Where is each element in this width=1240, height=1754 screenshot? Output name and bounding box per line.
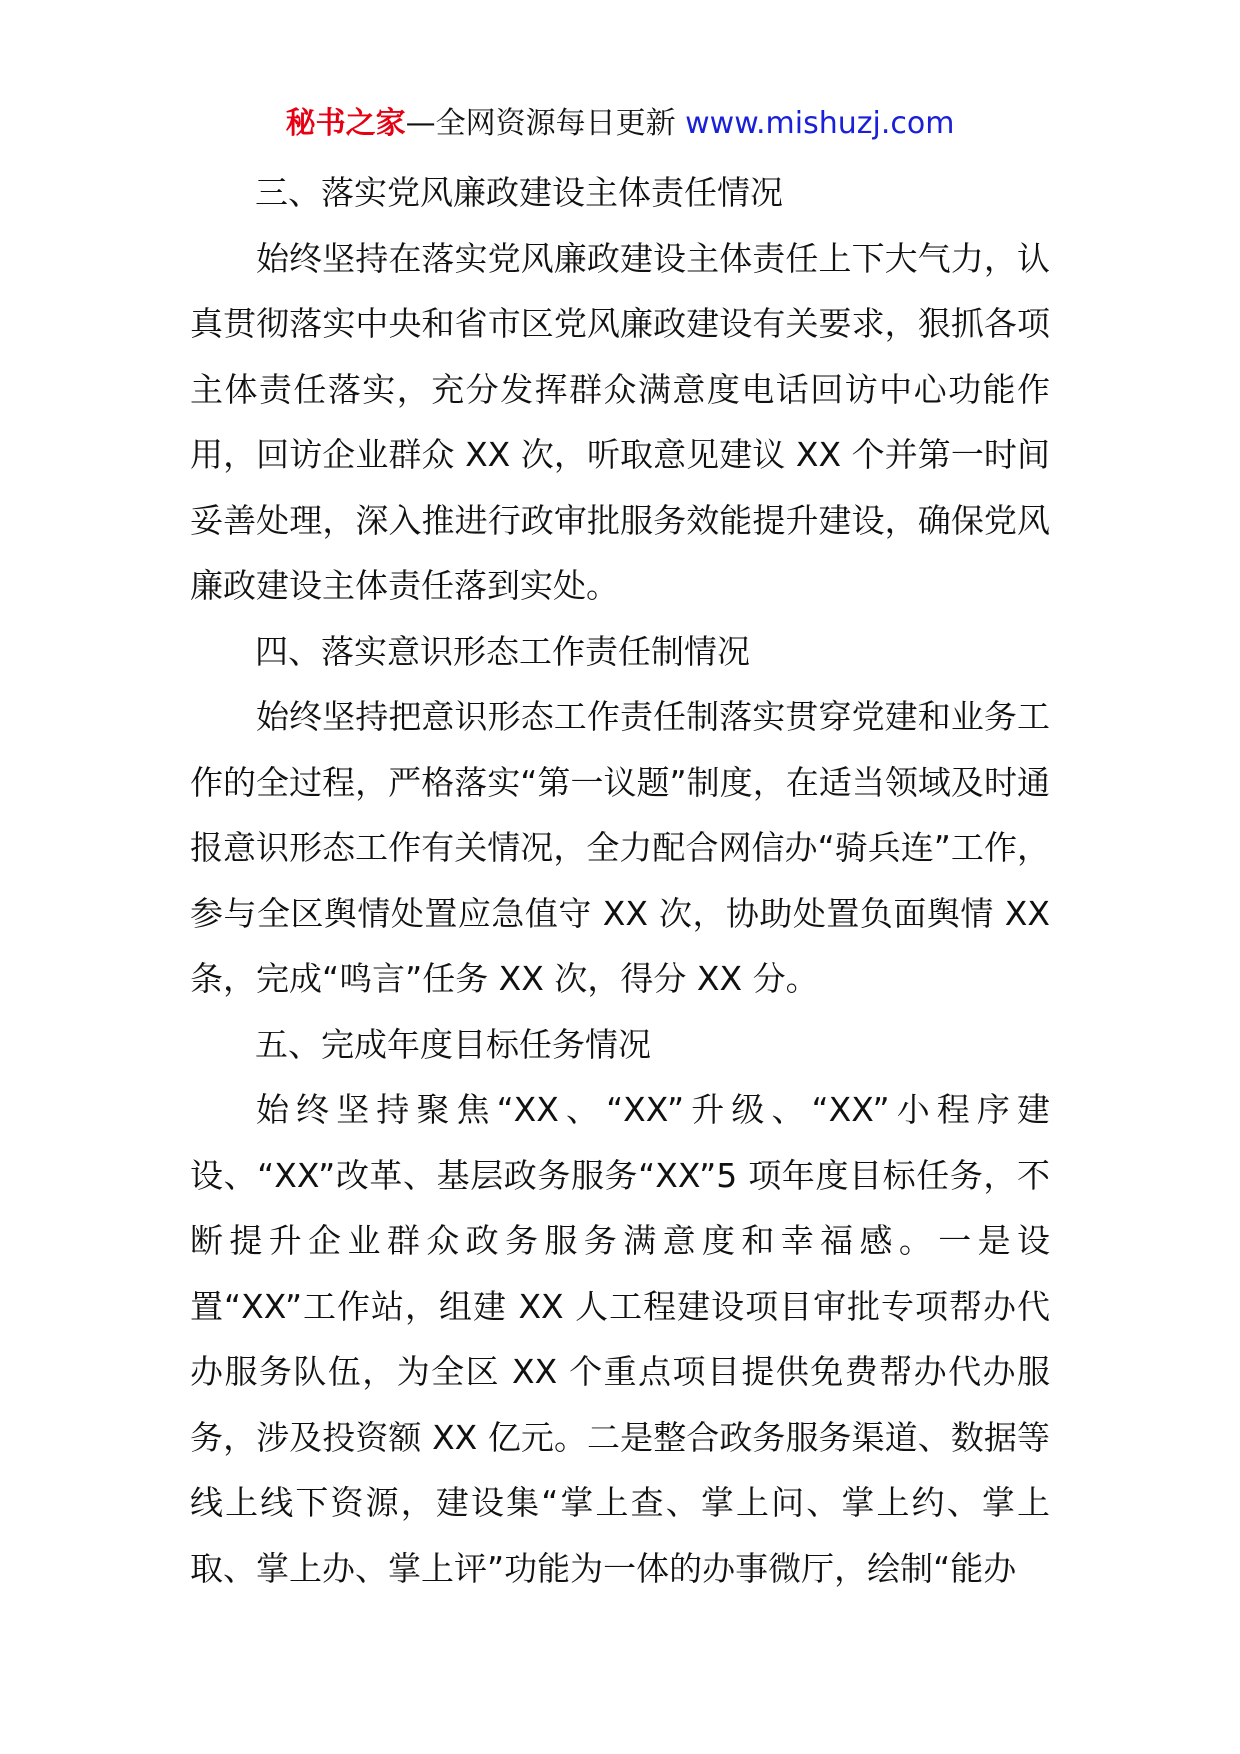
section-heading-3: 三、落实党风廉政建设主体责任情况 xyxy=(255,173,783,212)
site-tagline: —全网资源每日更新 xyxy=(405,106,686,141)
document-body xyxy=(190,160,1050,1601)
site-brand-name: 秘书之家 xyxy=(285,106,406,141)
site-watermark-header xyxy=(0,100,1240,148)
section-heading-4: 四、落实意识形态工作责任制情况 xyxy=(255,631,750,671)
section-paragraph-3: 始终坚持在落实党风廉政建设主体责任上下大气力，认真贯彻落实中央和省市区党风廉政建设有关要求，狠抓各项主体责任落实，充分发挥群众满意度电话回访中心功能作用，回访企业群众 XX 次，听取意见建议 XX 个并第一时间妥善处理，深入推进行政审批服务效能提升建设，确保党风廉政建设主体责任落到实处。 xyxy=(190,238,1050,605)
section-paragraph-4: 始终坚持把意识形态工作责任制落实贯穿党建和业务工作的全过程，严格落实“第一议题”制度，在适当领域及时通报意识形态工作有关情况，全力配合网信办“骑兵连”工作，参与全区舆情处置应急值守 XX 次，协助处置负面舆情 XX 条，完成“鸣言”任务 XX 次，得分 XX 分。 xyxy=(190,697,1050,998)
site-url: www.mishuzj.com xyxy=(685,106,955,141)
section-paragraph-5: 始终坚持聚焦“XX、“XX”升级、“XX”小程序建设、“XX”改革、基层政务服务“XX”5 项年度目标任务，不断提升企业群众政务服务满意度和幸福感。一是设置“XX”工作站，组建 XX 人工程建设项目审批专项帮办代办服务队伍，为全区 XX 个重点项目提供免费帮办代办服务，涉及投资额 XX 亿元。二是整合政务服务渠道、数据等线上线下资源，建设集“掌上查、掌上问、掌上约、掌上取、掌上办、掌上评”功能为一体的办事微厅，绘制“能办 xyxy=(190,1090,1050,1588)
section-heading-5: 五、完成年度目标任务情况 xyxy=(255,1024,651,1064)
